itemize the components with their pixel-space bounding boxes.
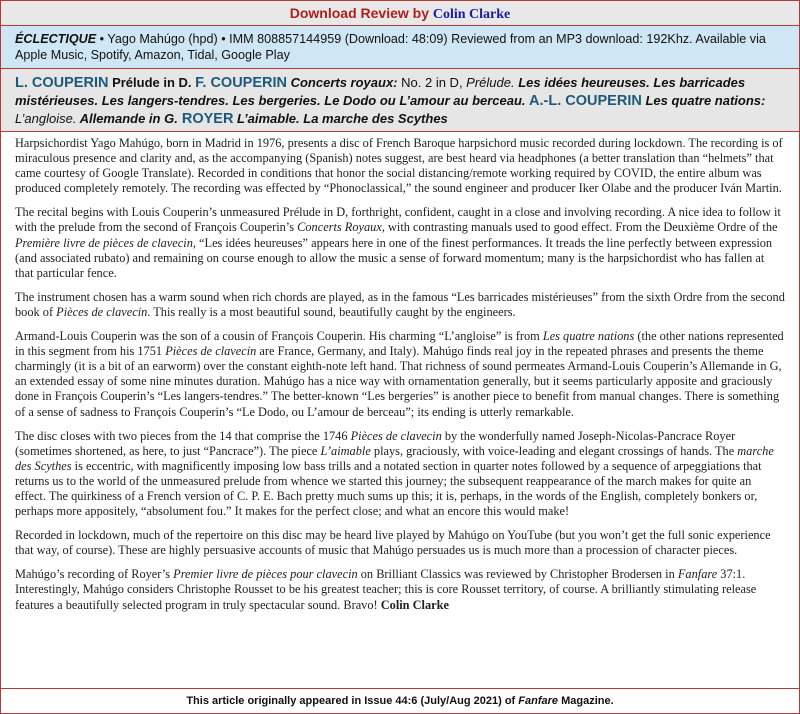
work-title: Concerts royaux: xyxy=(286,75,398,90)
work-title: Allemande in G. xyxy=(76,111,178,126)
text: Fanfare xyxy=(677,567,718,582)
text: , “Les idées heureuses” appears here in one of the finest performances. It treads the line perfectly between expression (and associated rubato) and remaining on course enough to allow the music a sense of forward momentum; many is the harpsichordist who has fallen at that particular fence. xyxy=(15,235,773,280)
text: , with contrasting manuals used to good effect. From the Deuxième Ordre of the xyxy=(381,220,778,235)
work-title: Les quatre nations: xyxy=(641,93,766,108)
text: Recorded in lockdown, much of the repertoire on this disc may be heard live played by Mahúgo on YouTube (but you won’t get the full sonic experience that way, of course). These are highly persuasive accounts of music that Mahúgo persuades us is much more than a procession of character pieces. xyxy=(15,528,771,558)
work-title: Prélude in D. xyxy=(108,75,196,90)
record-label: ÉCLECTIQUE xyxy=(15,32,97,46)
work-title: Les idées heureuses. Les barricades mistérieuses. Les langers-tendres. Les bergeries. Le Dodo ou L’amour au berceau. xyxy=(15,75,746,108)
composer: L. COUPERIN xyxy=(15,75,109,91)
text: The recital begins with Louis Couperin’s unmeasured Prélude in D, forthright, confident, caught in a close and involving recording. A nice idea to follow it with the prelude from the second of François Couperin’s xyxy=(15,205,781,235)
performer: Yago Mahúgo (hpd) xyxy=(107,32,218,46)
catalog-info: IMM 808857144959 (Download: 48:09) Reviewed from an MP3 download: 192Khz. Available via Apple Music, Spotify, Amazon, Tidal, Google Play xyxy=(15,32,766,62)
text: 37:1. Interestingly, Mahúgo considers Christophe Rousset to be his greatest teacher; this is core Rousset territory, of course. A brilliantly stimulating release features a beautifully selected program in truly spectacular sound. Bravo! xyxy=(15,567,757,612)
text: Première livre de pièces de clavecin xyxy=(15,235,193,250)
text: Harpsichordist Yago Mahúgo, born in Madrid in 1976, presents a disc of French Baroque harpsichord music recorded during lockdown. The recording is of miraculous presence and clarity and, as the accompanying (Spanish) notes suggest, are best heard via headphones (a better translation than “helmets” that came courtesy of Google Translate). Recorded in conditions that honor the social distancing/remote working required by COVID, the entire album was produced completely remotely. The recording was effected by “Phonoclassical,” the sound engineer and producer Iker Olabe and the producer Iván Martin. xyxy=(15,136,783,196)
header-prefix: Download Review by xyxy=(289,5,429,21)
paragraph xyxy=(15,136,785,196)
text: Concerts Royaux xyxy=(297,220,382,235)
text: on Brilliant Classics was reviewed by Christopher Brodersen in xyxy=(357,567,678,582)
paragraph xyxy=(15,329,785,420)
work-title: L’angloise. xyxy=(15,111,77,126)
works-list xyxy=(1,69,799,132)
review-body xyxy=(1,132,799,686)
footer-text: This article originally appeared in Issue 44:6 (July/Aug 2021) of xyxy=(186,695,519,707)
review-header xyxy=(1,1,799,26)
text: (the other nations represented in this segment from his 1751 xyxy=(15,329,784,359)
separator: • xyxy=(96,32,108,46)
text: is eccentric, with magnificently imposing low bass trills and a notated section in quarter notes followed by a sequence of arpeggiations that returns us to the world of the unmeasured prelude from whence we started this journey; the subsequent reappearance of the march makes for quite an effect. The quirkiness of a French version of C. P. E. Bach pretty much sums up this; it is, perhaps, in the words of the English, completely bonkers or, perhaps more appositely, “absolument fou.” It makes for the perfect close; and what an encore this would make! xyxy=(15,458,762,519)
paragraph xyxy=(15,205,785,280)
text: Pièces de clavecin xyxy=(56,304,148,319)
text: plays, graciously, with voice-leading and elegant crossings of hands. The xyxy=(370,443,738,458)
paragraph xyxy=(15,429,785,520)
text: by the wonderfully named Joseph-Nicolas-Pancrace Royer (sometimes shortened, as here, to just “Pancrace”). The piece xyxy=(15,428,736,458)
footer-text: Magazine. xyxy=(558,695,614,707)
work-title: No. 2 in D, xyxy=(397,75,467,90)
text: Les quatre nations xyxy=(542,329,635,344)
paragraph xyxy=(15,528,785,558)
text: Pièces de clavecin xyxy=(350,428,442,443)
text: Pièces de clavecin xyxy=(165,344,257,359)
work-title: Prélude. xyxy=(466,75,515,90)
signature: Colin Clarke xyxy=(380,597,449,612)
work-title: L’aimable. La marche des Scythes xyxy=(233,111,448,126)
text: Mahúgo’s recording of Royer’s xyxy=(15,567,174,582)
text: marche des Scythes xyxy=(15,443,774,473)
magazine-name: Fanfare xyxy=(518,695,559,707)
recording-info xyxy=(1,26,799,69)
text: The disc closes with two pieces from the 14 that comprise the 1746 xyxy=(15,428,351,443)
review-footer xyxy=(1,688,799,713)
text: Premier livre de pièces pour clavecin xyxy=(173,567,358,582)
composer: F. COUPERIN xyxy=(195,75,287,91)
text: are France, Germany, and Italy). Mahúgo finds real joy in the repeated phrases and presents the theme charmingly (it is a bit of an earworm) over the constant eighth-note left hand. That richness of sound permeates Armand-Louis Couperin’s Allemande in G, an extended essay of some nine minutes duration. Mahúgo has a nice way with ornamentation generally, but it seems particularly apposite and graciously done in François Couperin’s “Les langers-tendres.” The better-known “Les bergeries” is another piece to benefit from manual changes. There is something of a sense of sadness to François Couperin’s “Le Dodo, ou L’amour de berceau”; its ending is utterly remarkable. xyxy=(15,344,782,419)
text: L’aimable xyxy=(320,443,371,458)
composer: A.-L. COUPERIN xyxy=(525,93,642,109)
header-author: Colin Clarke xyxy=(432,7,511,22)
paragraph xyxy=(15,290,785,320)
text: Armand-Louis Couperin was the son of a cousin of François Couperin. His charming “L’angloise” is from xyxy=(15,329,543,344)
composer: ROYER xyxy=(177,111,234,127)
text: The instrument chosen has a warm sound when rich chords are played, as in the famous “Les barricades mistérieuses” from the sixth Ordre from the second book of xyxy=(15,289,785,319)
text: . This really is a most beautiful sound, beautifully caught by the engineers. xyxy=(147,304,516,319)
separator: • xyxy=(217,32,230,46)
paragraph xyxy=(15,567,785,612)
